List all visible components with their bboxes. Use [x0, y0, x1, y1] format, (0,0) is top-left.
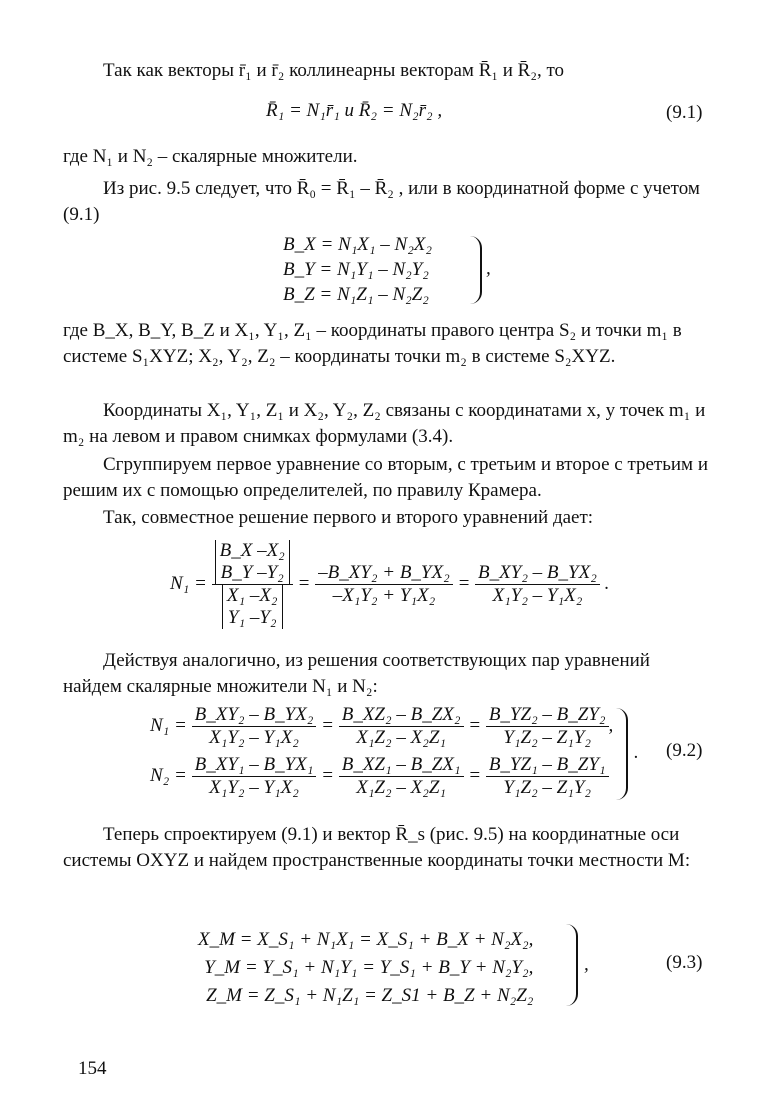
- expanded-fraction-2: $\frac{\text{B\_XY₂ – B\_YX₂}}{\text{X₁Y₂ – Y₁X₂}}$: [475, 562, 600, 607]
- paragraph-joint-solution: Так, совместное решение первого и второго уравнений дает:: [103, 507, 594, 528]
- denominator-determinant: X₁ –X₂ Y₁ –Y₂: [222, 585, 283, 629]
- system-row-bx: B_X = N₁X₁ – N₂X₂: [283, 234, 433, 255]
- paragraph-cramer-rule: Сгруппируем первое уравнение со вторым, с третьим и второе с третьим и решим их с помощью определителей, по правилу Крамера.: [63, 454, 709, 501]
- equation-9-2-period: .: [634, 742, 639, 763]
- equation-9-3: [198, 926, 533, 1010]
- paragraph-from-figure: Из рис. 9.5 следует, что R̄₀ = R̄₁ – R̄₂ , или в координатной форме с учетом (9.1): [63, 178, 700, 225]
- equation-number-9-3: (9.3): [666, 952, 703, 973]
- determinant-numerator: [212, 540, 293, 585]
- equation-9-1: R̄₁ = N₁r̄₁ и R̄₂ = N₂r̄₂ ,: [266, 100, 443, 121]
- right-brace-9-2: [616, 708, 628, 800]
- paragraph-analogous: Действуя аналогично, из решения соответствующих пар уравнений найдем скалярные множители N₁ и N₂:: [63, 650, 650, 697]
- equation-row-ym: Y_M = Y_S₁ + N₁Y₁ = Y_S₁ + B_Y + N₂Y₂,: [204, 957, 534, 978]
- paragraph-intro: Так как векторы r̄₁ и r̄₂ коллинеарны векторам R̄₁ и R̄₂, то: [103, 60, 565, 81]
- system-row-bz: B_Z = N₁Z₁ – N₂Z₂: [283, 284, 429, 305]
- paragraph-scalar-multipliers: где N₁ и N₂ – скалярные множители.: [63, 146, 358, 167]
- determinant-denominator: [212, 585, 293, 629]
- determinant-fraction: [212, 540, 293, 629]
- determinant-lhs: N₁ =: [170, 572, 207, 594]
- page-number: 154: [78, 1058, 107, 1079]
- right-brace: [470, 236, 482, 304]
- system-basis-components: [283, 232, 432, 307]
- equation-row-zm: Z_M = Z_S₁ + N₁Z₁ = Z_S1 + B_Z + N₂Z₂: [206, 985, 534, 1006]
- paragraph-coordinates-relation: Координаты X₁, Y₁, Z₁ и X₂, Y₂, Z₂ связаны с координатами x, y точек m₁ и m₂ на левом и правом снимках формулами (3.4).: [63, 400, 706, 447]
- equation-number-9-2: (9.2): [666, 740, 703, 761]
- equation-9-2-n1: N₁ = $\frac{\text{B\_XY₂ – B\_YX₂}}{\text{X₁Y₂ – Y₁X₂}}$ = $\frac{\text{B\_XZ₂ – B\_ZX₂}}{\text{X₁Z₂ – X₂Z₁}}$ = $\frac{\text{B\_YZ₂ – B\_ZY₂}}{\text{Y₁Z₂ – Z₁Y₂}}$ ,: [150, 704, 614, 748]
- paragraph-projection: Теперь спроектируем (9.1) и вектор R̄_s (рис. 9.5) на координатные оси системы OXYZ и найдем пространственные координаты точки местности M:: [63, 824, 691, 871]
- equals-sign: =: [297, 572, 311, 594]
- system-comma: ,: [486, 258, 491, 279]
- determinant-equation: [170, 540, 609, 629]
- paragraph-coordinates-definition: где B_X, B_Y, B_Z и X₁, Y₁, Z₁ – координаты правого центра S₂ и точки m₁ в системе S₁XYZ; X₂, Y₂, Z₂ – координаты точки m₂ в системе S₂XYZ.: [63, 320, 682, 367]
- equation-9-2-n2: N₂ = $\frac{\text{B\_XY₁ – B\_YX₁}}{\text{X₁Y₂ – Y₁X₂}}$ = $\frac{\text{B\_XZ₁ – B\_ZX₁}}{\text{X₁Z₂ – X₂Z₁}}$ = $\frac{\text{B\_YZ₁ – B\_ZY₁}}{\text{Y₁Z₂ – Z₁Y₂}}$: [150, 754, 609, 799]
- system-row-by: B_Y = N₁Y₁ – N₂Y₂: [283, 259, 429, 280]
- equation-9-3-comma: ,: [584, 954, 589, 975]
- determinant-period: .: [604, 572, 610, 594]
- equation-number-9-1: (9.1): [666, 102, 703, 123]
- right-brace-9-3: [566, 924, 578, 1006]
- numerator-determinant: B_X –X₂ B_Y –Y₂: [215, 540, 290, 584]
- expanded-fraction-1: $\frac{\text{–B\_XY₂ + B\_YX₂}}{\text{–X₁Y₂ + Y₁X₂}}$: [315, 562, 453, 607]
- equals-sign-2: =: [457, 572, 471, 594]
- equation-row-xm: X_M = X_S₁ + N₁X₁ = X_S₁ + B_X + N₂X₂,: [198, 929, 534, 950]
